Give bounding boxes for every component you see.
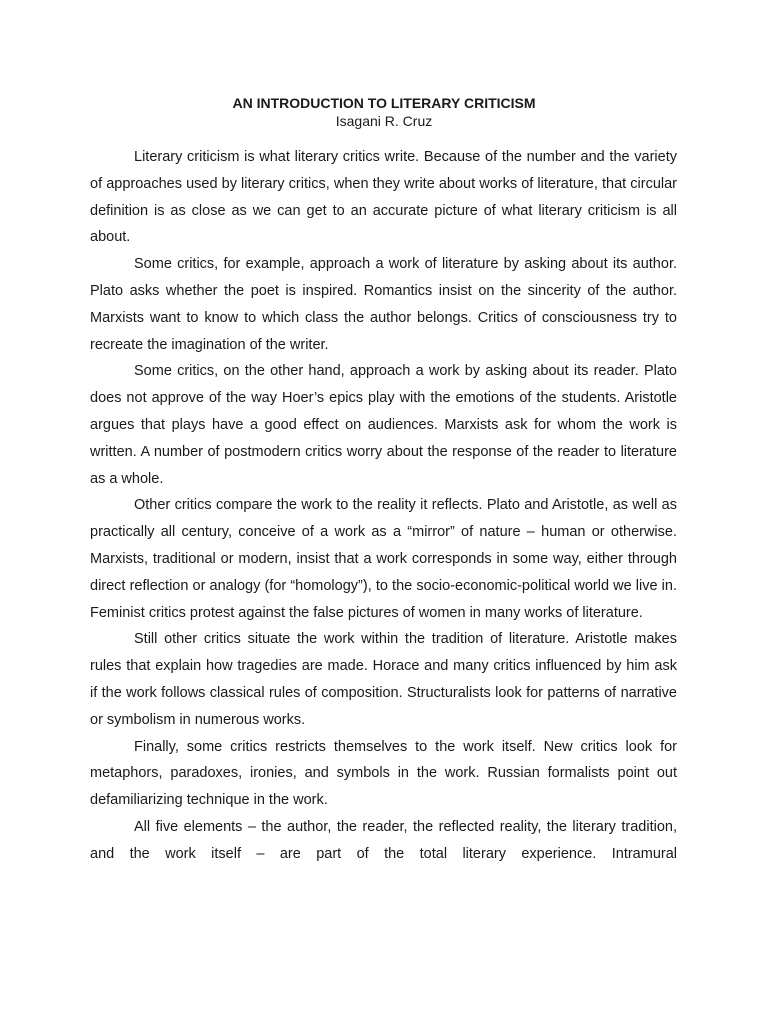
paragraph: Some critics, for example, approach a work of literature by asking about its author. Plato asks whether the poet is inspired. Romantics insist on the sincerity of the author. Marxists want to know to which class the author belongs. Critics of consciousness try to recreate the imagination of the writer. — [90, 256, 677, 353]
document-title: AN INTRODUCTION TO LITERARY CRITICISM — [232, 95, 536, 111]
document-body — [90, 144, 677, 868]
paragraph: Literary criticism is what literary critics write. Because of the number and the variety of approaches used by literary critics, when they write about works of literature, that circular definition is as close as we can get to an accurate picture of what literary criticism is all about. — [90, 149, 677, 246]
paragraph: Still other critics situate the work within the tradition of literature. Aristotle makes rules that explain how tragedies are made. Horace and many critics influenced by him ask if the work follows classical rules of composition. Structuralists look for patterns of narrative or symbolism in numerous works. — [90, 631, 677, 728]
paragraph: All five elements – the author, the reader, the reflected reality, the literary tradition, and the work itself – are part of the total literary experience. Intramural — [90, 818, 677, 862]
paragraph: Finally, some critics restricts themselves to the work itself. New critics look for metaphors, paradoxes, ironies, and symbols in the work. Russian formalists point out defamiliarizing technique in the work. — [90, 738, 677, 809]
paragraph: Some critics, on the other hand, approach a work by asking about its reader. Plato does not approve of the way Hoer’s epics play with the emotions of the students. Aristotle argues that plays have a good effect on audiences. Marxists ask for whom the work is written. A number of postmodern critics worry about the response of the reader to literature as a whole. — [90, 363, 677, 487]
paragraph: Other critics compare the work to the reality it reflects. Plato and Aristotle, as well as practically all century, conceive of a work as a “mirror” of nature – human or otherwise. Marxists, traditional or modern, insist that a work corresponds in some way, either through direct reflection or analogy (for “homology”), to the socio-economic-political world we live in. Feminist critics protest against the false pictures of women in many works of literature. — [90, 497, 677, 621]
document-author: Isagani R. Cruz — [335, 113, 433, 129]
